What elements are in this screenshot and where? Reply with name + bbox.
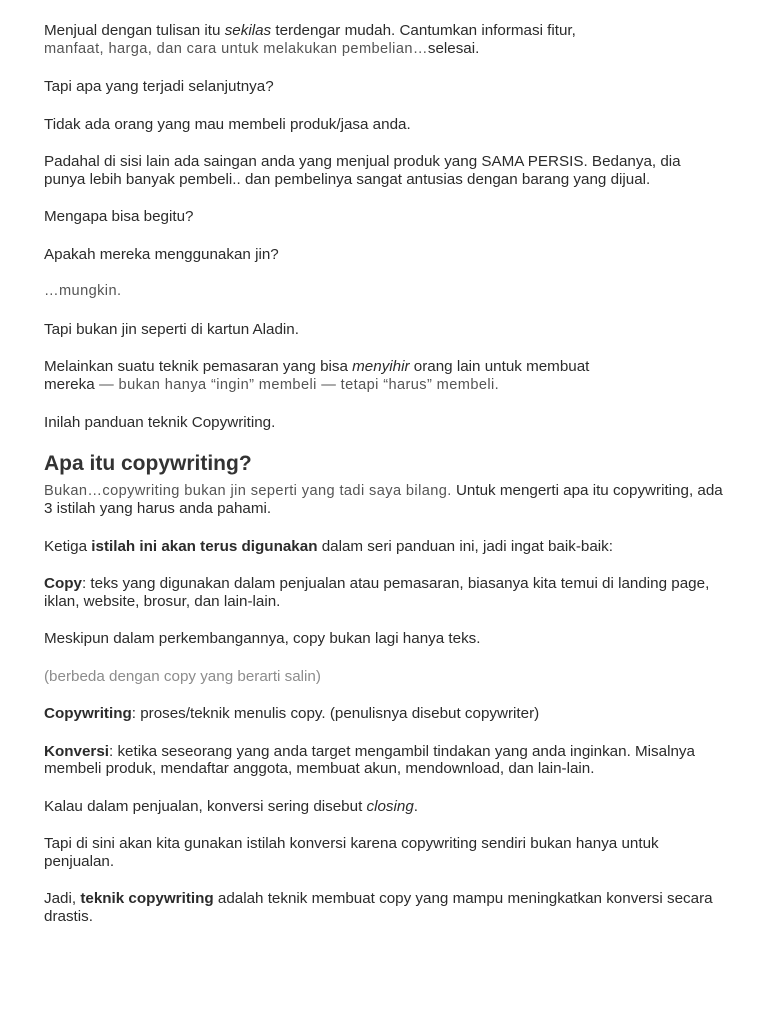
text-run: . <box>413 797 419 815</box>
paragraph-note: (berbeda dengan copy yang berarti salin) <box>44 667 321 685</box>
paragraph-competitor: Padahal di sisi lain ada saingan anda yang menjual produk yang SAMA PERSIS. Bedanya, dia punya lebih banyak pembeli.. dan pembelinya sangat antusias dengan barang yang dijual. <box>44 153 681 188</box>
bold-run: teknik copywriting <box>80 890 214 907</box>
text-run: Ketiga <box>44 537 92 555</box>
text-run: terdengar mudah. Cantumkan informasi fitur, <box>271 22 576 39</box>
text-run-light: — bukan hanya “ingin” membeli — tetapi “harus” membeli. <box>94 376 500 393</box>
text-run: Jadi, <box>44 890 81 907</box>
definition-copy <box>44 575 724 610</box>
paragraph-three-terms <box>44 538 724 556</box>
definition-text: : ketika seseorang yang anda target mengambil tindakan yang anda inginkan. Misalnya membeli produk, mendaftar anggota, membuat akun, mendownload, dan lain-lain. <box>44 742 695 777</box>
text-run: Untuk mengerti apa itu copywriting, ada 3 istilah yang harus anda pahami. <box>44 481 723 517</box>
text-run: Menjual dengan tulisan itu <box>44 22 225 39</box>
paragraph-guide: Inilah panduan teknik Copywriting. <box>44 414 276 431</box>
term-konversi: Konversi <box>44 742 109 760</box>
definition-copywriting <box>44 705 724 723</box>
italic-sekilas: sekilas <box>224 22 272 39</box>
text-run: Melainkan suatu teknik pemasaran yang bisa <box>44 358 353 375</box>
definition-text: : proses/teknik menulis copy. (penulisnya disebut copywriter) <box>131 705 540 722</box>
paragraph-question: Tapi apa yang terjadi selanjutnya? <box>44 78 274 95</box>
paragraph-conclusion <box>44 890 724 925</box>
paragraph-aladin: Tapi bukan jin seperti di kartun Aladin. <box>44 320 299 338</box>
bold-run: istilah ini akan terus digunakan <box>91 537 318 555</box>
text-run: dalam seri panduan ini, jadi ingat baik-baik: <box>317 537 613 555</box>
text-run-light: manfaat, harga, dan cara untuk melakukan pembelian… <box>44 40 428 57</box>
paragraph-closing <box>44 798 724 816</box>
term-copywriting: Copywriting <box>44 705 132 722</box>
section-heading: Apa itu copywriting? <box>44 451 252 475</box>
text-run: adalah teknik membuat copy yang mampu meningkatkan konversi secara drastis. <box>44 890 713 925</box>
text-run-light: Bukan…copywriting bukan jin seperti yang tadi saya bilang. <box>44 482 452 499</box>
paragraph-jin: Apakah mereka menggunakan jin? <box>44 245 279 263</box>
definition-text: : teks yang digunakan dalam penjualan atau pemasaran, biasanya kita temui di landing page, iklan, website, brosur, dan lain-lain. <box>44 575 710 610</box>
paragraph-maybe: …mungkin. <box>44 283 122 299</box>
paragraph-why: Mengapa bisa begitu? <box>44 208 194 225</box>
paragraph-not-only-text: Meskipun dalam perkembangannya, copy bukan lagi hanya teks. <box>44 630 481 647</box>
paragraph-no-buyers: Tidak ada orang yang mau membeli produk/jasa anda. <box>44 115 411 133</box>
document-page <box>44 22 724 945</box>
term-copy: Copy <box>44 575 82 592</box>
text-run: mereka <box>44 375 95 393</box>
paragraph-not-only-sales: Tapi di sini akan kita gunakan istilah konversi karena copywriting sendiri bukan hanya untuk penjualan. <box>44 835 659 870</box>
text-run: Kalau dalam penjualan, konversi sering disebut <box>44 797 367 815</box>
paragraph-technique <box>44 358 724 394</box>
paragraph-not-jin <box>44 482 724 518</box>
paragraph-intro <box>44 22 724 58</box>
text-run: selesai. <box>427 39 480 57</box>
italic-closing: closing <box>366 797 414 815</box>
definition-konversi <box>44 743 724 778</box>
italic-menyihir: menyihir <box>352 358 410 375</box>
text-run: orang lain untuk membuat <box>409 358 590 375</box>
